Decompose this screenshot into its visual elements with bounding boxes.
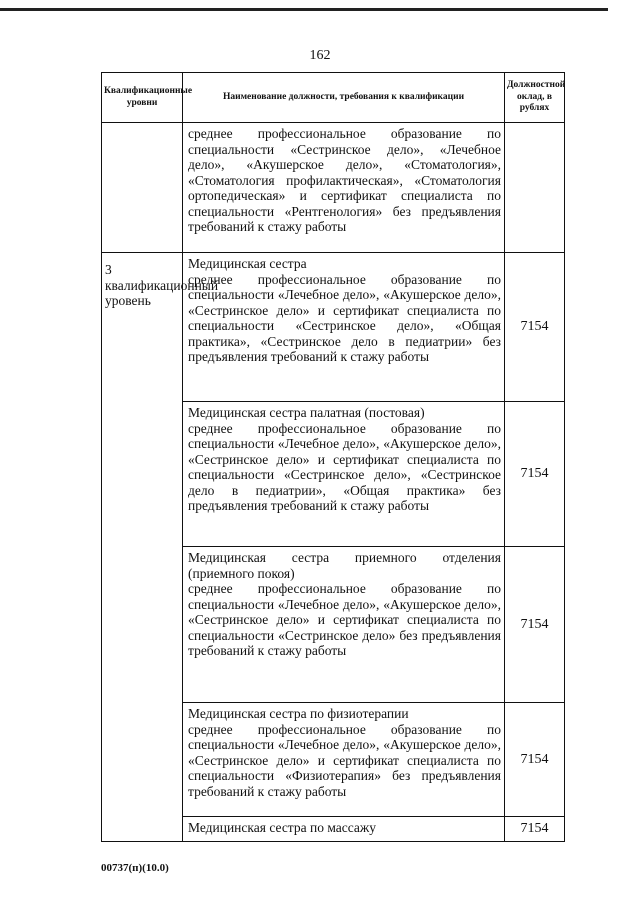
table-row [102,253,565,402]
header-position: Наименование должности, требования к квалификации [183,73,505,123]
salary-cell: 7154 [505,402,565,547]
position-title: Медицинская сестра по физиотерапии [188,706,409,721]
top-rule [0,8,608,11]
footer-code: 00737(п)(10.0) [101,862,169,874]
salary-cell: 7154 [505,703,565,817]
position-requirements: среднее профессиональное образование по специальности «Лечебное дело», «Акушерское дело», «Сестринское дело» и сертификат специалиста по специальности «Физиотерапия» без предъявления требований к стажу работы [188,721,501,799]
level-cell: 3 квалификационный уровень [102,253,183,842]
level-cell-empty [102,123,183,253]
description-cell [183,253,505,402]
description-cell [183,402,505,547]
salary-cell: 7154 [505,253,565,402]
position-requirements: среднее профессиональное образование по специальности «Лечебное дело», «Акушерское дело», «Сестринское дело» и сертификат специалиста по специальности «Сестринское дело» без предъявления требований к стажу работы [188,581,501,658]
description-cell [183,703,505,817]
salary-cell: 7154 [505,817,565,842]
header-level: Квалификационные уровни [102,73,183,123]
description-cell [183,817,505,842]
qualification-table [101,72,565,842]
page-number: 162 [309,48,331,63]
position-title: Медицинская сестра палатная (постовая) [188,405,425,420]
description-cell [183,547,505,703]
position-title: Медицинская сестра приемного отделения (приемного покоя) [188,550,501,581]
position-requirements: среднее профессиональное образование по специальности «Лечебное дело», «Акушерское дело», «Сестринское дело» и сертификат специалиста по специальности «Сестринское дело», «Сестринское дело в педиатрии», «Общая практика» без предъявления требований к стажу работы [188,420,501,513]
salary-cell: 7154 [505,547,565,703]
salary-cell-empty [505,123,565,253]
table-row [102,123,565,253]
header-salary: Должностной оклад, в рублях [505,73,565,123]
position-title: Медицинская сестра по массажу [188,820,376,835]
position-requirements: среднее профессиональное образование по специальности «Лечебное дело», «Акушерское дело», «Сестринское дело» и сертификат специалиста по специальности «Сестринское дело», «Общая практика», «Сестринское дело в педиатрии» без предъявления требований к стажу работы [188,271,501,364]
position-title: Медицинская сестра [188,256,307,271]
description-text: среднее профессиональное образование по специальности «Сестринское дело», «Лечебное дело», «Акушерское дело», «Стоматология», «Стоматология профилактическая», «Стоматология ортопедическая» и сертификат специалиста по специальности «Рентгенология» без предъявления требований к стажу работы [188,126,501,234]
description-cell [183,123,505,253]
table-header-row [102,73,565,123]
